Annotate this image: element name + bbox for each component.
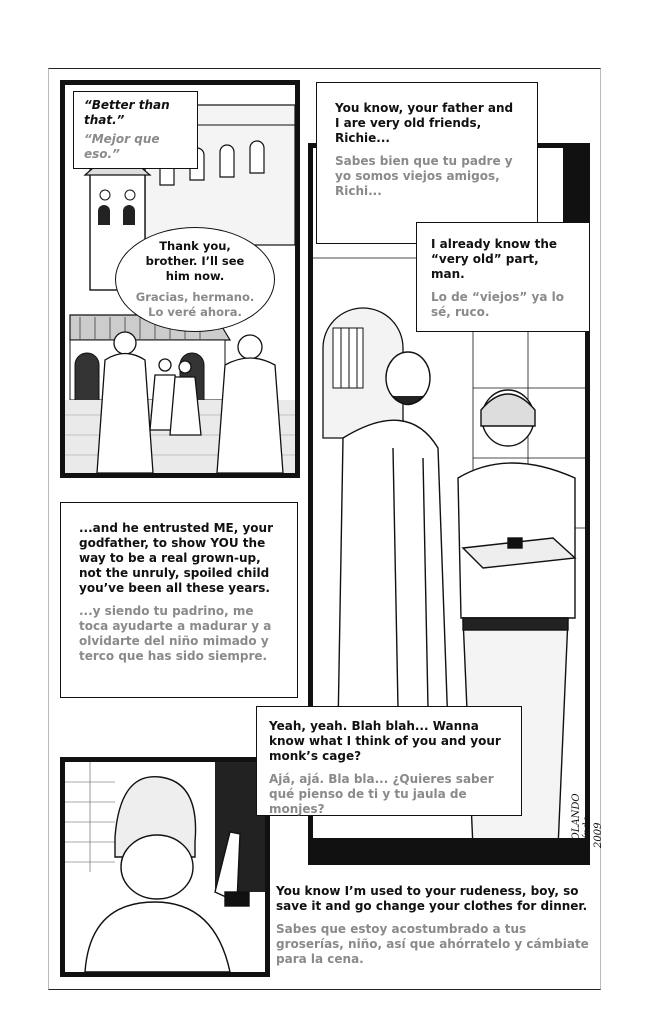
caption-godfather [60,502,298,698]
caption-es: “Mejor que eso.” [84,132,160,161]
text-es: Sabes que estoy acostumbrado a tus groserías, niño, así que ahórratelo y cámbiate para la cena. [276,922,589,966]
text-save-it-dinner [276,884,596,967]
caption-en: You know, your father and I are very old friends, Richie... [335,101,514,145]
caption-father-friends [316,82,538,244]
caption-en: I already know the “very old” part, man. [431,237,558,281]
caption-en: ...and he entrusted ME, your godfather, to show YOU the way to be a real grown-up, not the unruly, spoiled child you’ve been all these years. [79,521,274,595]
caption-blah-blah [256,706,522,816]
caption-es: ...y siendo tu padrino, me toca ayudarte a madurar y a olvidarte del niño mimado y terco que has sido siempre. [79,604,272,663]
richie-pointing-illustration [65,762,265,972]
caption-en: Yeah, yeah. Blah blah... Wanna know what I think of you and your monk’s cage? [269,719,501,763]
panel-richie-pointing [60,757,270,977]
caption-en: “Better than that.” [84,98,170,127]
panel-courtyard [60,80,300,478]
caption-better-than-that [73,91,198,169]
caption-es: Ajá, ajá. Bla bla... ¿Quieres saber qué pienso de ti y tu jaula de monjes? [269,772,494,816]
bubble-en: Thank you, brother. I’ll see him now. [145,239,245,283]
speech-bubble-thank-you [115,227,275,332]
caption-very-old [416,222,590,332]
caption-es: Lo de “viejos” ya lo sé, ruco. [431,290,564,319]
text-en: You know I’m used to your rudeness, boy, so save it and go change your clothes for dinner. [276,884,588,913]
artist-signature: ROLANDO mínda 2009 [571,793,604,848]
bubble-es: Gracias, hermano. Lo veré ahora. [135,290,255,319]
caption-es: Sabes bien que tu padre y yo somos viejos amigos, Richi... [335,154,513,198]
